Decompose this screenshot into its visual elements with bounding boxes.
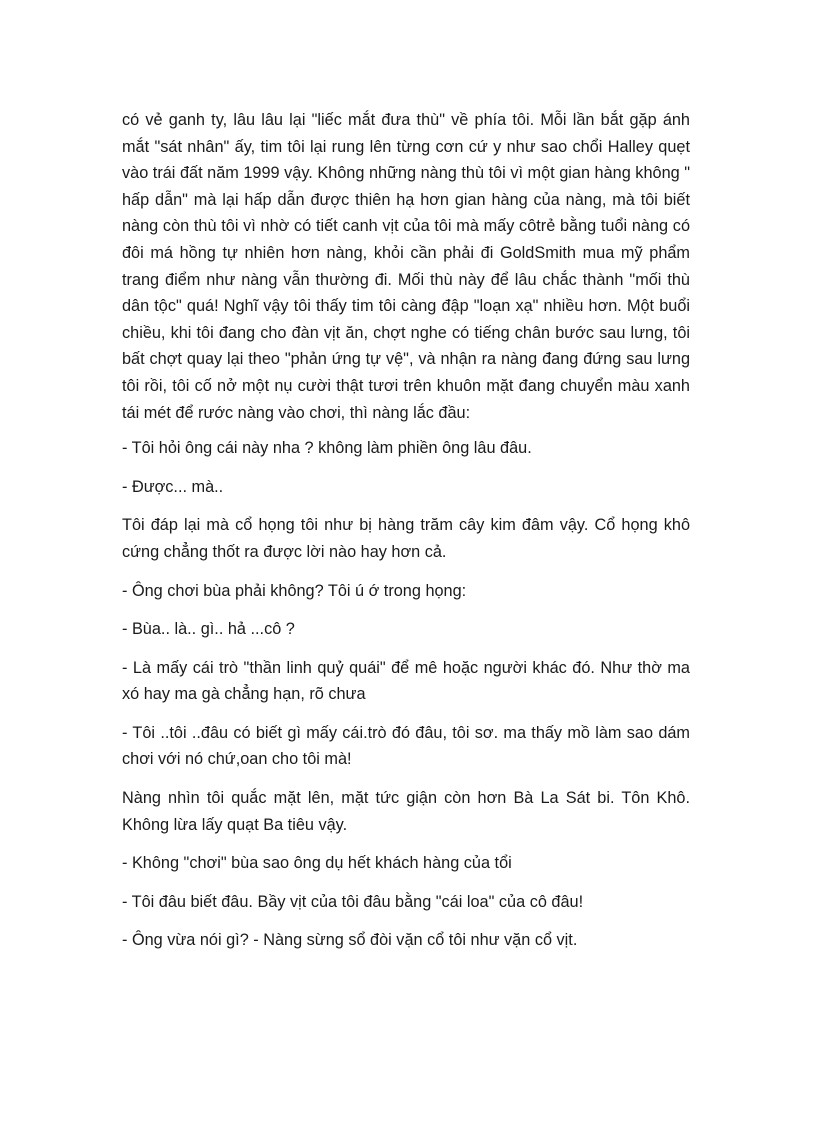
paragraph-dialogue: - Là mấy cái trò "thần linh quỷ quái" để mê hoặc người khác đó. Như thờ ma xó hay ma gà chẳng hạn, rõ chưa xyxy=(122,658,690,704)
paragraph-dialogue: - Bùa.. là.. gì.. hả ...cô ? xyxy=(122,620,295,639)
paragraph-dialogue: - Ông vừa nói gì? - Nàng sừng sổ đòi vặn cổ tôi như vặn cổ vịt. xyxy=(122,931,578,950)
paragraph-dialogue: - Được... mà.. xyxy=(122,477,224,496)
paragraph-dialogue: - Tôi đâu biết đâu. Bầy vịt của tôi đâu bằng "cái loa" của cô đâu! xyxy=(122,892,584,911)
document-page xyxy=(122,107,690,966)
paragraph-narrative: có vẻ ganh ty, lâu lâu lại "liếc mắt đưa thù" về phía tôi. Mỗi lần bắt gặp ánh mắt "sát nhân" ấy, tim tôi lại rung lên từng cơn cứ y như sao chổi Halley quẹt vào trái đất năm 1999 vậy. Không những nàng thù tôi vì một gian hàng không " hấp dẫn" mà lại hấp dẫn được thiên hạ hơn gian hàng của nàng, mà tôi biết nàng còn thù tôi vì nhờ có tiết canh vịt của tôi mà mấy côtrẻ bằng tuổi nàng có đôi má hồng tự nhiên hơn nàng, khỏi cần phải đi GoldSmith mua mỹ phẩm trang điểm như nàng vẫn thường đi. Mối thù này để lâu chắc thành "mối thù dân tộc" quá! Nghĩ vậy tôi thấy tim tôi càng đập "loạn xạ" nhiều hơn. Một buổi chiều, khi tôi đang cho đàn vịt ăn, chợt nghe có tiếng chân bước sau lưng, tôi bất chợt quay lại theo "phản ứng tự vệ", và nhận ra nàng đang đứng sau lưng tôi rồi, tôi cố nở một nụ cười thật tươi trên khuôn mặt đang chuyển màu xanh tái mét để rước nàng vào chơi, thì nàng lắc đầu: xyxy=(122,111,690,422)
paragraph-narrative: Tôi đáp lại mà cổ họng tôi như bị hàng trăm cây kim đâm vậy. Cổ họng khô cứng chẳng thốt ra được lời nào hay hơn cả. xyxy=(122,516,690,561)
paragraph-dialogue: - Không "chơi" bùa sao ông dụ hết khách hàng của tổi xyxy=(122,854,512,873)
paragraph-narrative: Nàng nhìn tôi quắc mặt lên, mặt tức giận còn hơn Bà La Sát bi. Tôn Khô. Không lừa lấy quạt Ba tiêu vậy. xyxy=(122,789,690,834)
paragraph-dialogue: - Tôi ..tôi ..đâu có biết gì mấy cái.trò đó đâu, tôi sơ. ma thấy mồ làm sao dám chơi với nó chứ,oan cho tôi mà! xyxy=(122,723,690,769)
paragraph-dialogue: - Tôi hỏi ông cái này nha ? không làm phiền ông lâu đâu. xyxy=(122,439,532,458)
paragraph-dialogue: - Ông chơi bùa phải không? Tôi ú ớ trong họng: xyxy=(122,581,467,600)
